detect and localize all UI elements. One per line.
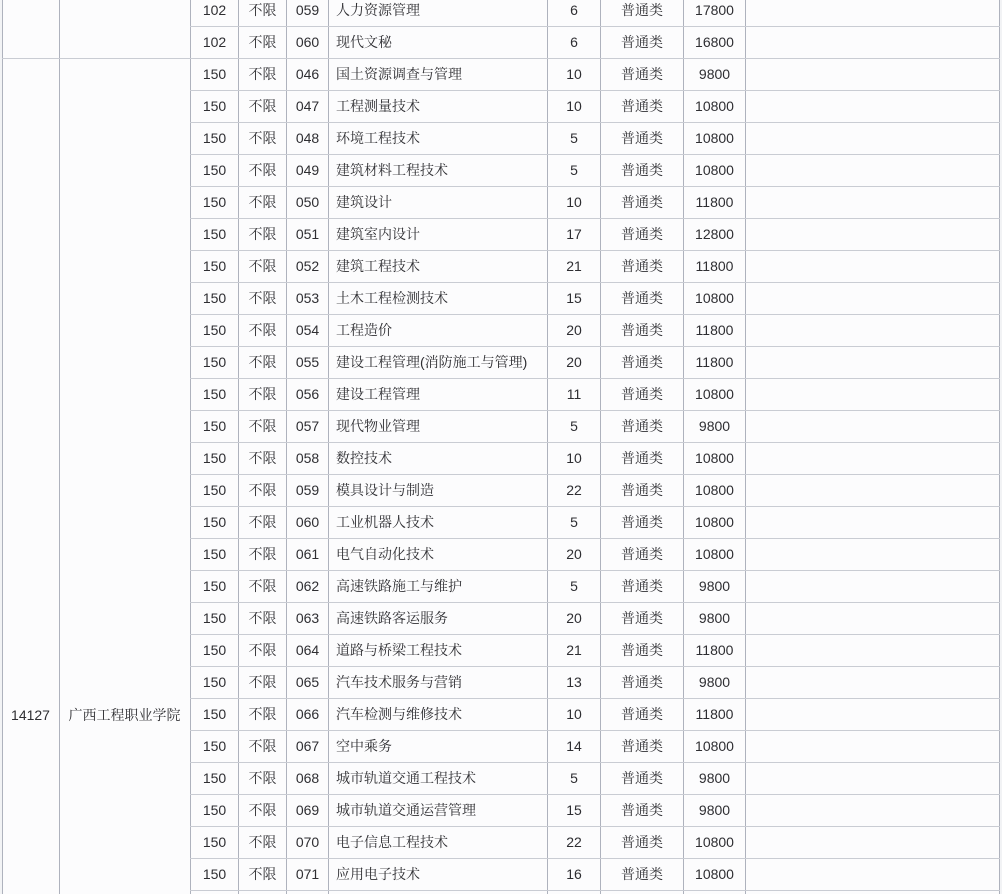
cell-major-code: 061: [295, 546, 320, 562]
cell-major-name: 汽车技术服务与营销: [336, 674, 462, 690]
cell-gender-limit: 不限: [248, 226, 277, 242]
cell-gender-limit: 不限: [248, 770, 277, 786]
cell-major-name: 电子信息工程技术: [336, 834, 448, 850]
cell-major-code: 055: [295, 354, 320, 370]
cell-gender-limit: 不限: [248, 418, 277, 434]
cell-gender-limit: 不限: [248, 706, 277, 722]
cell-fee: 11800: [695, 194, 734, 210]
cell-quota: 10: [566, 706, 582, 722]
cell-category: 普通类: [621, 2, 663, 18]
cell-major-name: 现代物业管理: [336, 418, 420, 434]
cell-major-code: 052: [295, 258, 320, 274]
cell-quota: 20: [566, 354, 582, 370]
cell-quota: 10: [566, 66, 582, 82]
cell-major-name: 高速铁路客运服务: [336, 610, 448, 626]
cell-quota: 20: [566, 610, 582, 626]
cell-major-name: 工程测量技术: [336, 98, 420, 114]
cell-plan-total: 102: [202, 34, 227, 50]
grid-vertical-line: [999, 0, 1000, 894]
cell-gender-limit: 不限: [248, 738, 277, 754]
cell-plan-total: 150: [202, 226, 227, 242]
cell-fee: 12800: [695, 226, 734, 242]
cell-category: 普通类: [621, 802, 663, 818]
cell-major-name: 建筑材料工程技术: [336, 162, 448, 178]
cell-gender-limit: 不限: [248, 194, 277, 210]
cell-fee: 10800: [695, 546, 734, 562]
cell-gender-limit: 不限: [248, 802, 277, 818]
cell-quota: 5: [570, 770, 578, 786]
cell-major-name: 电气自动化技术: [336, 546, 434, 562]
cell-major-code: 071: [295, 866, 320, 882]
cell-major-code: 068: [295, 770, 320, 786]
cell-fee: 11800: [695, 322, 734, 338]
cell-major-code: 050: [295, 194, 320, 210]
cell-gender-limit: 不限: [248, 482, 277, 498]
cell-plan-total: 150: [202, 98, 227, 114]
cell-fee: 10800: [695, 834, 734, 850]
cell-major-name: 城市轨道交通运营管理: [336, 802, 476, 818]
cell-fee: 11800: [695, 706, 734, 722]
cell-quota: 22: [566, 482, 582, 498]
cell-major-name: 建筑设计: [336, 194, 392, 210]
cell-plan-total: 150: [202, 290, 227, 306]
cell-major-code: 062: [295, 578, 320, 594]
cell-gender-limit: 不限: [248, 642, 277, 658]
cell-plan-total: 150: [202, 546, 227, 562]
cell-plan-total: 150: [202, 258, 227, 274]
cell-fee: 10800: [695, 450, 734, 466]
cell-major-code: 057: [295, 418, 320, 434]
cell-category: 普通类: [621, 162, 663, 178]
cell-major-name: 工程造价: [336, 322, 392, 338]
grid-vertical-line: [59, 0, 60, 894]
cell-gender-limit: 不限: [248, 34, 277, 50]
cell-fee: 9800: [698, 802, 731, 818]
cell-gender-limit: 不限: [248, 450, 277, 466]
cell-category: 普通类: [621, 290, 663, 306]
cell-plan-total: 150: [202, 386, 227, 402]
cell-plan-total: 150: [202, 802, 227, 818]
cell-plan-total: 150: [202, 514, 227, 530]
cell-category: 普通类: [621, 418, 663, 434]
cell-major-code: 070: [295, 834, 320, 850]
cell-major-name: 建设工程管理(消防施工与管理): [336, 354, 528, 370]
cell-quota: 6: [570, 2, 578, 18]
cell-gender-limit: 不限: [248, 2, 277, 18]
cell-major-code: 051: [295, 226, 320, 242]
cell-gender-limit: 不限: [248, 386, 277, 402]
cell-gender-limit: 不限: [248, 98, 277, 114]
cell-quota: 21: [566, 642, 582, 658]
cell-plan-total: 102: [202, 2, 227, 18]
cell-major-code: 059: [295, 482, 320, 498]
cell-major-code: 053: [295, 290, 320, 306]
cell-major-name: 工业机器人技术: [336, 514, 434, 530]
cell-fee: 11800: [695, 354, 734, 370]
cell-category: 普通类: [621, 130, 663, 146]
cell-fee: 10800: [695, 866, 734, 882]
cell-quota: 17: [566, 226, 582, 242]
cell-fee: 10800: [695, 514, 734, 530]
cell-gender-limit: 不限: [248, 866, 277, 882]
cell-fee: 10800: [695, 98, 734, 114]
cell-major-code: 046: [295, 66, 320, 82]
cell-major-code: 047: [295, 98, 320, 114]
cell-category: 普通类: [621, 226, 663, 242]
cell-major-name: 城市轨道交通工程技术: [336, 770, 476, 786]
cell-quota: 5: [570, 578, 578, 594]
cell-plan-total: 150: [202, 482, 227, 498]
cell-major-name: 建设工程管理: [336, 386, 420, 402]
cell-major-name: 环境工程技术: [336, 130, 420, 146]
cell-plan-total: 150: [202, 66, 227, 82]
cell-category: 普通类: [621, 706, 663, 722]
cell-fee: 11800: [695, 642, 734, 658]
cell-plan-total: 150: [202, 738, 227, 754]
cell-quota: 21: [566, 258, 582, 274]
cell-plan-total: 150: [202, 610, 227, 626]
cell-fee: 9800: [698, 418, 731, 434]
cell-major-code: 066: [295, 706, 320, 722]
cell-major-code: 069: [295, 802, 320, 818]
cell-category: 普通类: [621, 610, 663, 626]
cell-gender-limit: 不限: [248, 130, 277, 146]
cell-quota: 10: [566, 194, 582, 210]
cell-major-code: 065: [295, 674, 320, 690]
cell-quota: 6: [570, 34, 578, 50]
cell-plan-total: 150: [202, 354, 227, 370]
cell-gender-limit: 不限: [248, 674, 277, 690]
cell-major-code: 060: [295, 514, 320, 530]
cell-major-code: 056: [295, 386, 320, 402]
cell-major-name: 数控技术: [336, 450, 392, 466]
cell-fee: 17800: [695, 2, 734, 18]
cell-category: 普通类: [621, 322, 663, 338]
cell-major-name: 现代文秘: [336, 34, 392, 50]
cell-major-code: 067: [295, 738, 320, 754]
cell-gender-limit: 不限: [248, 290, 277, 306]
cell-fee: 10800: [695, 290, 734, 306]
cell-category: 普通类: [621, 258, 663, 274]
grid-vertical-line: [745, 0, 746, 894]
cell-plan-total: 150: [202, 834, 227, 850]
cell-quota: 13: [566, 674, 582, 690]
cell-quota: 20: [566, 322, 582, 338]
cell-category: 普通类: [621, 834, 663, 850]
cell-category: 普通类: [621, 386, 663, 402]
school-code-cell: 14127: [11, 707, 50, 723]
cell-plan-total: 150: [202, 674, 227, 690]
cell-major-name: 国土资源调查与管理: [336, 66, 462, 82]
cell-major-code: 060: [295, 34, 320, 50]
cell-major-name: 道路与桥梁工程技术: [336, 642, 462, 658]
grid-row-line: [190, 890, 1000, 891]
cell-category: 普通类: [621, 354, 663, 370]
cell-quota: 16: [566, 866, 582, 882]
cell-fee: 10800: [695, 482, 734, 498]
cell-quota: 15: [566, 802, 582, 818]
cell-fee: 9800: [698, 66, 731, 82]
cell-gender-limit: 不限: [248, 66, 277, 82]
cell-category: 普通类: [621, 34, 663, 50]
cell-category: 普通类: [621, 546, 663, 562]
cell-quota: 5: [570, 514, 578, 530]
cell-gender-limit: 不限: [248, 834, 277, 850]
cell-quota: 15: [566, 290, 582, 306]
cell-category: 普通类: [621, 578, 663, 594]
cell-major-code: 054: [295, 322, 320, 338]
school-name-cell: 广西工程职业学院: [68, 707, 181, 723]
cell-major-name: 汽车检测与维修技术: [336, 706, 462, 722]
cell-category: 普通类: [621, 674, 663, 690]
cell-gender-limit: 不限: [248, 610, 277, 626]
cell-quota: 5: [570, 130, 578, 146]
cell-category: 普通类: [621, 514, 663, 530]
cell-plan-total: 150: [202, 642, 227, 658]
grid-vertical-line: [2, 0, 3, 894]
cell-category: 普通类: [621, 738, 663, 754]
cell-category: 普通类: [621, 770, 663, 786]
cell-major-code: 064: [295, 642, 320, 658]
cell-major-name: 模具设计与制造: [336, 482, 434, 498]
school-group-boundary-line: [2, 58, 190, 59]
cell-fee: 10800: [695, 162, 734, 178]
cell-major-code: 058: [295, 450, 320, 466]
cell-quota: 5: [570, 418, 578, 434]
cell-major-name: 空中乘务: [336, 738, 392, 754]
cell-plan-total: 150: [202, 706, 227, 722]
cell-fee: 9800: [698, 770, 731, 786]
cell-plan-total: 150: [202, 770, 227, 786]
cell-quota: 14: [566, 738, 582, 754]
cell-category: 普通类: [621, 194, 663, 210]
cell-major-name: 建筑工程技术: [336, 258, 420, 274]
cell-plan-total: 150: [202, 450, 227, 466]
cell-quota: 5: [570, 162, 578, 178]
cell-plan-total: 150: [202, 866, 227, 882]
cell-major-name: 应用电子技术: [336, 866, 420, 882]
cell-category: 普通类: [621, 66, 663, 82]
cell-major-name: 土木工程检测技术: [336, 290, 448, 306]
cell-quota: 22: [566, 834, 582, 850]
cell-major-code: 063: [295, 610, 320, 626]
cell-quota: 20: [566, 546, 582, 562]
cell-fee: 11800: [695, 258, 734, 274]
cell-major-name: 建筑室内设计: [336, 226, 420, 242]
cell-category: 普通类: [621, 482, 663, 498]
cell-major-code: 049: [295, 162, 320, 178]
cell-gender-limit: 不限: [248, 354, 277, 370]
cell-plan-total: 150: [202, 130, 227, 146]
cell-quota: 11: [566, 386, 582, 402]
cell-gender-limit: 不限: [248, 578, 277, 594]
cell-major-name: 人力资源管理: [336, 2, 420, 18]
cell-category: 普通类: [621, 450, 663, 466]
cell-quota: 10: [566, 450, 582, 466]
cell-plan-total: 150: [202, 418, 227, 434]
cell-major-code: 048: [295, 130, 320, 146]
cell-plan-total: 150: [202, 162, 227, 178]
cell-plan-total: 150: [202, 322, 227, 338]
cell-fee: 10800: [695, 130, 734, 146]
cell-gender-limit: 不限: [248, 258, 277, 274]
cell-category: 普通类: [621, 642, 663, 658]
cell-quota: 10: [566, 98, 582, 114]
cell-plan-total: 150: [202, 194, 227, 210]
cell-gender-limit: 不限: [248, 162, 277, 178]
cell-plan-total: 150: [202, 578, 227, 594]
cell-gender-limit: 不限: [248, 546, 277, 562]
cell-fee: 9800: [698, 578, 731, 594]
cell-category: 普通类: [621, 866, 663, 882]
cell-major-code: 059: [295, 2, 320, 18]
cell-major-name: 高速铁路施工与维护: [336, 578, 462, 594]
cell-fee: 10800: [695, 738, 734, 754]
cell-fee: 9800: [698, 610, 731, 626]
cell-fee: 10800: [695, 386, 734, 402]
cell-fee: 16800: [695, 34, 734, 50]
cell-fee: 9800: [698, 674, 731, 690]
cell-category: 普通类: [621, 98, 663, 114]
cell-gender-limit: 不限: [248, 322, 277, 338]
cell-gender-limit: 不限: [248, 514, 277, 530]
